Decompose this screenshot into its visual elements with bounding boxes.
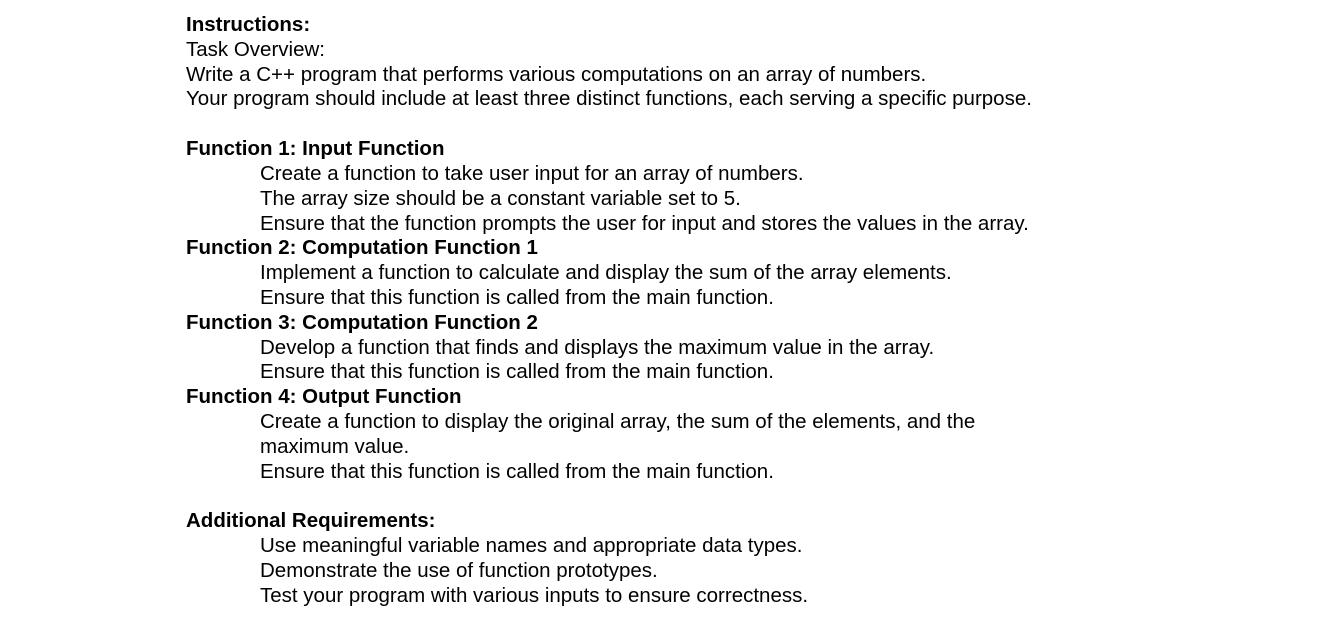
- task-overview-label: Task Overview:: [186, 37, 325, 61]
- spacer: [186, 484, 1296, 509]
- requirement-item: Demonstrate the use of function prototypes.: [260, 558, 658, 582]
- function-1-item: Create a function to take user input for an array of numbers.: [260, 161, 804, 185]
- function-2-item: Implement a function to calculate and display the sum of the array elements.: [260, 261, 952, 285]
- function-4-item: Ensure that this function is called from the main function.: [260, 459, 774, 483]
- function-2-item: Ensure that this function is called from the main function.: [260, 285, 774, 309]
- function-3-heading: Function 3: Computation Function 2: [186, 310, 538, 334]
- function-4-heading: Function 4: Output Function: [186, 385, 462, 409]
- function-3-item: Ensure that this function is called from the main function.: [260, 360, 774, 384]
- additional-requirements-heading: Additional Requirements:: [186, 509, 436, 533]
- instructions-heading: Instructions:: [186, 13, 311, 36]
- task-overview-line: Write a C++ program that performs various computations on an array of numbers.: [186, 62, 927, 86]
- requirement-item: Use meaningful variable names and appropriate data types.: [260, 534, 803, 558]
- function-1-heading: Function 1: Input Function: [186, 137, 445, 161]
- document-body: [186, 13, 1296, 609]
- function-2-heading: Function 2: Computation Function 1: [186, 236, 538, 260]
- spacer: [186, 112, 1296, 137]
- requirement-item: Test your program with various inputs to ensure correctness.: [260, 583, 809, 607]
- task-overview-line: Your program should include at least three distinct functions, each serving a specific purpose.: [186, 87, 1032, 111]
- function-4-item: Create a function to display the original array, the sum of the elements, and the maximum value.: [260, 409, 976, 458]
- function-1-item: The array size should be a constant variable set to 5.: [260, 186, 741, 210]
- function-1-item: Ensure that the function prompts the user for input and stores the values in the array.: [260, 211, 1029, 235]
- function-3-item: Develop a function that finds and displays the maximum value in the array.: [260, 335, 935, 359]
